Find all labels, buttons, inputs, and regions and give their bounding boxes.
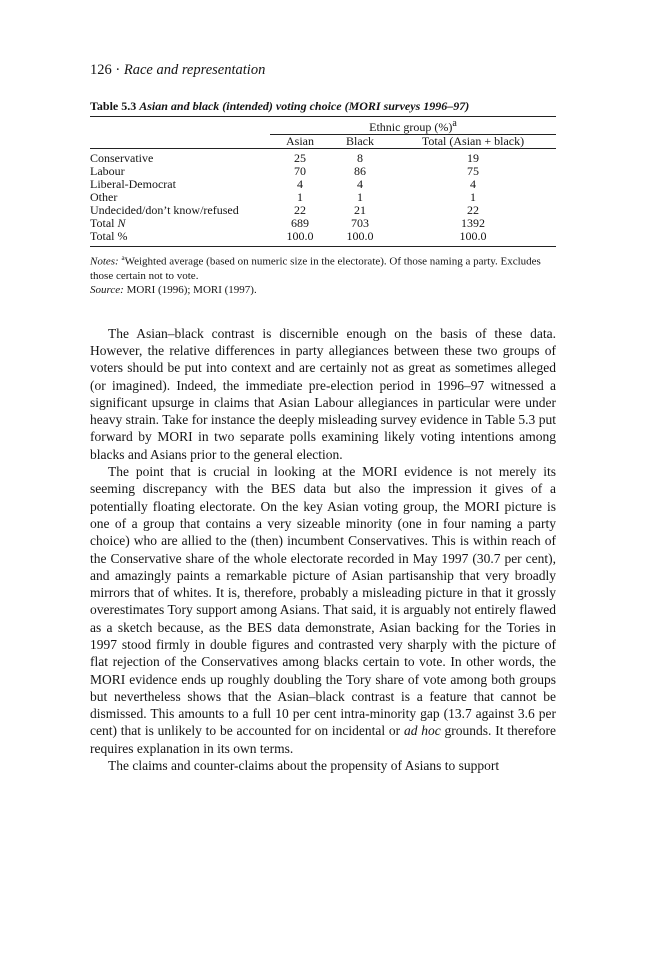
ethnic-group-footnote-mark: a bbox=[452, 118, 457, 129]
cell-asian: 25 bbox=[294, 151, 306, 165]
source-text: MORI (1996); MORI (1997). bbox=[126, 283, 257, 296]
cell-black: 8 bbox=[357, 151, 363, 165]
cell-asian: 689 bbox=[291, 216, 309, 230]
cell-asian: 4 bbox=[297, 177, 303, 191]
cell-total: 4 bbox=[470, 177, 476, 191]
ethnic-group-header-text: Ethnic group (%) bbox=[369, 120, 453, 134]
col-header-asian: Asian bbox=[270, 135, 330, 149]
cell-total: 19 bbox=[467, 151, 479, 165]
page-number: 126 bbox=[90, 62, 112, 78]
source-label: Source: bbox=[90, 283, 124, 296]
table-row bbox=[90, 149, 556, 166]
cell-total: 1 bbox=[470, 190, 476, 204]
table-group-header-row bbox=[90, 117, 556, 135]
cell-total: 1392 bbox=[461, 216, 485, 230]
notes-text: Weighted average (based on numeric size in the electorate). Of those naming a party. Excludes those certain not to vote. bbox=[90, 255, 541, 282]
cell-black: 703 bbox=[351, 216, 369, 230]
table-column-header-row bbox=[90, 135, 556, 149]
cell-asian: 22 bbox=[294, 203, 306, 217]
paragraph-2-text-end: grounds. It therefore requires explanation in its own terms. bbox=[90, 723, 556, 756]
paragraph-2-italic: ad hoc bbox=[403, 723, 441, 739]
cell-asian: 70 bbox=[294, 164, 306, 178]
notes-footnote-mark: a bbox=[121, 254, 125, 262]
paragraph-1: The Asian–black contrast is discernible enough on the basis of these data. However, the relative differences in party allegiances between these two groups of voters should be put into context and are certainly not as great as sometimes alleged (or imagined). Indeed, the immediate pre-election period in 1996–97 witnessed a significant upsurge in claims that Asian Labour allegiances in particular were under heavy strain. Take for instance the deeply misleading survey evidence in Table 5.3 put forward by MORI in two separate polls examining likely voting intentions among blacks and Asians prior to the general election. bbox=[90, 325, 556, 462]
running-head-separator: · bbox=[115, 62, 121, 78]
source-line bbox=[90, 283, 556, 297]
table-label: Table 5.3 bbox=[90, 99, 137, 113]
row-label-text: Total bbox=[90, 216, 118, 230]
row-label: Other bbox=[90, 190, 118, 204]
row-label: Total % bbox=[90, 230, 270, 247]
table-row bbox=[90, 230, 556, 247]
table-stub-blank bbox=[90, 117, 270, 135]
paragraph-2-text: The point that is crucial in looking at the MORI evidence is not merely its seeming discrepancy with the BES data but also the impression it gives of a potentially floating electorate. On the key Asian voting group, the MORI picture is one of a group that contains a very sizeable minority (one in four naming a party choice) who are allied to the (then) incumbent Conservatives. This is within reach of the Conservative share of the whole electorate recorded in May 1997 (30.7 per cent), and amazingly paints a remarkable picture of Asian partisanship that very broadly mirrors that of whites. It is, therefore, probably a misleading picture in that it grossly overestimates Tory support among Asians. That said, it is arguably not entirely flawed as a sketch because, as the BES data demonstrate, Asian backing for the Tories in 1997 stood firmly in double figures and contrasted very sharply with the picture of flat rejection of the Conservatives among blacks certain to vote. In other words, the MORI evidence ends up roughly doubling the Tory share of vote among both groups but nevertheless shows that the Asian–black contrast is a feature that cannot be dismissed. This amounts to a full 10 per cent intra-minority gap (13.7 against 3.6 per cent) that is unlikely to be accounted for on incidental or bbox=[90, 464, 556, 739]
row-label: Undecided/don’t know/refused bbox=[90, 203, 239, 217]
notes-line bbox=[90, 251, 556, 283]
table-row bbox=[90, 178, 556, 191]
cell-black: 86 bbox=[354, 164, 366, 178]
voting-choice-table bbox=[90, 117, 556, 247]
cell-black: 4 bbox=[357, 177, 363, 191]
row-label: Labour bbox=[90, 164, 125, 178]
table-title: Asian and black (intended) voting choice (MORI surveys 1996–97) bbox=[139, 99, 470, 113]
cell-black: 21 bbox=[354, 203, 366, 217]
table-stub-head bbox=[90, 135, 270, 149]
table-row bbox=[90, 204, 556, 217]
table-notes bbox=[90, 251, 556, 297]
cell-black: 1 bbox=[357, 190, 363, 204]
book-page bbox=[90, 62, 556, 774]
running-head-title: Race and representation bbox=[123, 62, 266, 78]
col-header-black: Black bbox=[330, 135, 390, 149]
ethnic-group-header bbox=[270, 117, 556, 135]
cell-black: 100.0 bbox=[330, 230, 390, 247]
row-label-italic: N bbox=[117, 216, 126, 230]
paragraph-3: The claims and counter-claims about the propensity of Asians to support bbox=[108, 758, 500, 774]
cell-total: 100.0 bbox=[390, 230, 556, 247]
notes-label: Notes: bbox=[90, 255, 119, 268]
running-head bbox=[90, 62, 556, 79]
paragraph-2 bbox=[90, 463, 556, 757]
table-caption bbox=[90, 99, 556, 117]
cell-total: 22 bbox=[467, 203, 479, 217]
cell-asian: 100.0 bbox=[270, 230, 330, 247]
row-label: Conservative bbox=[90, 151, 154, 165]
cell-total: 75 bbox=[467, 164, 479, 178]
row-label: Liberal-Democrat bbox=[90, 177, 176, 191]
col-header-total: Total (Asian + black) bbox=[390, 135, 556, 149]
cell-asian: 1 bbox=[297, 190, 303, 204]
body-text bbox=[90, 325, 556, 775]
